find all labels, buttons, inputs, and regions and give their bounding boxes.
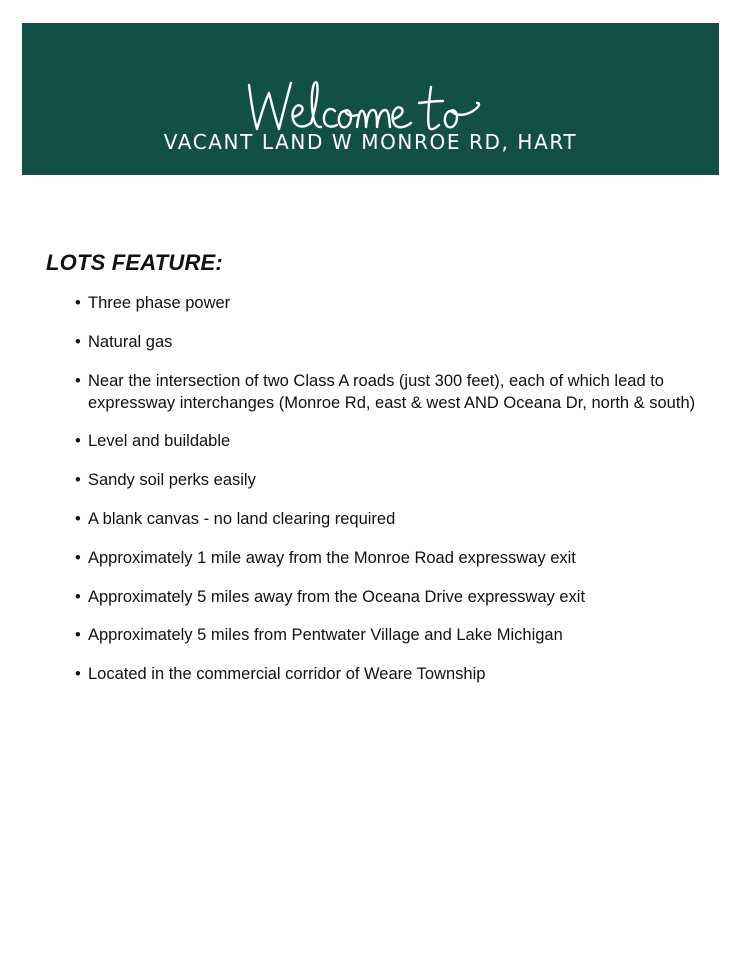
bullet-icon: • (75, 587, 81, 606)
list-item (75, 331, 715, 353)
bullet-icon: • (75, 371, 81, 390)
header-banner (22, 23, 719, 175)
features-list (75, 292, 715, 702)
feature-text: Three phase power (88, 294, 231, 312)
list-item (75, 469, 715, 491)
feature-text: A blank canvas - no land clearing required (88, 509, 396, 528)
feature-text: Approximately 5 miles away from the Oceana Drive expressway exit (88, 587, 586, 606)
list-item (75, 547, 715, 569)
feature-text: Near the intersection of two Class A roads (just 300 feet), each of which lead to expressway interchanges (Monroe Rd, east & west AND Oceana Dr, north & south) (88, 371, 696, 412)
feature-text: Approximately 1 mile away from the Monroe Road expressway exit (88, 548, 576, 567)
property-subtitle: VACANT LAND W MONROE RD, HART (163, 130, 578, 154)
bullet-icon: • (75, 332, 81, 351)
list-item (75, 624, 715, 646)
feature-text: Approximately 5 miles from Pentwater Village and Lake Michigan (88, 626, 563, 645)
bullet-icon: • (75, 626, 81, 645)
bullet-icon: • (75, 548, 81, 567)
bullet-icon: • (75, 471, 81, 490)
bullet-icon: • (75, 665, 81, 684)
feature-text: Natural gas (88, 332, 173, 351)
feature-text: Level and buildable (88, 432, 231, 451)
feature-text: Located in the commercial corridor of Weare Township (88, 665, 486, 684)
feature-text: Sandy soil perks easily (88, 471, 256, 490)
list-item (75, 663, 715, 685)
bullet-icon: • (75, 294, 81, 312)
bullet-icon: • (75, 509, 81, 528)
section-title: LOTS FEATURE: (46, 250, 223, 275)
list-item (75, 370, 715, 414)
bullet-icon: • (75, 432, 81, 451)
list-item (75, 586, 715, 608)
list-item (75, 292, 715, 314)
list-item (75, 508, 715, 530)
list-item (75, 430, 715, 452)
